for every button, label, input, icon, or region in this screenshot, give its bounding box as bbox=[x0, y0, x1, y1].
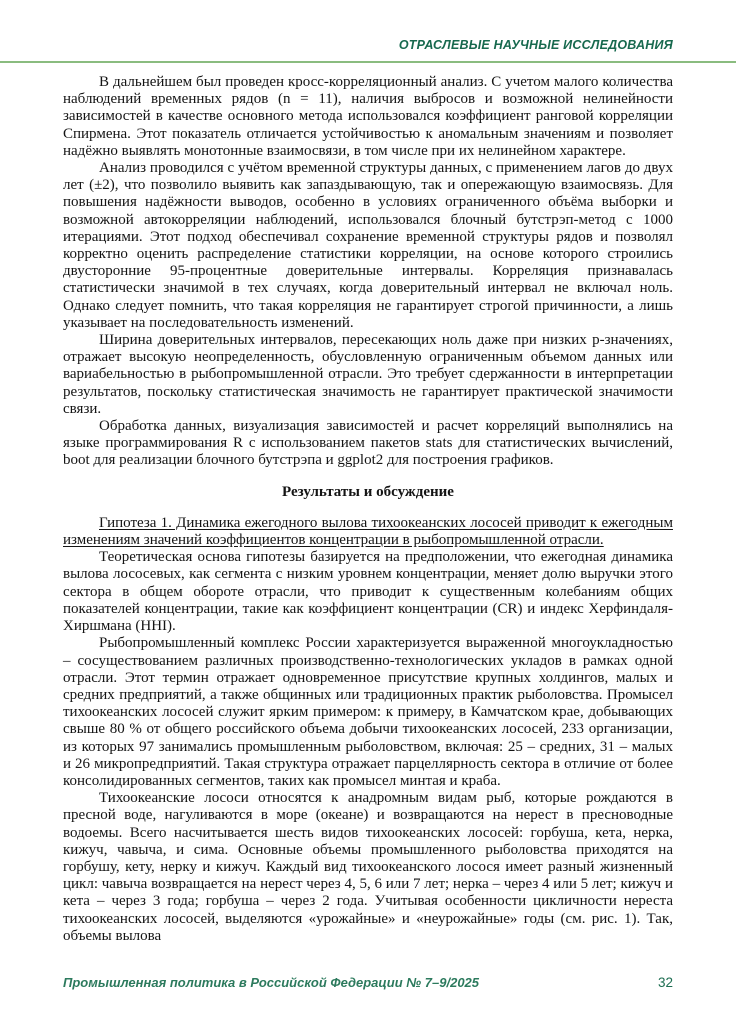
paragraph-methods-3: Ширина доверительных интервалов, пересекающих ноль даже при низких p-значениях, отражает высокую неопределенность, обусловленную ограниченным объемом данных или вариабельностью в рыбопромышленной отрасли. Это требует сдержанности в интерпретации результатов, поскольку статистическая значимость не гарантирует практической значимости связи. bbox=[63, 332, 673, 417]
page-footer bbox=[63, 975, 673, 990]
journal-title: Промышленная политика в Российской Федерации № 7–9/2025 bbox=[63, 975, 480, 990]
paragraph-results-3: Тихоокеанские лососи относятся к анадромным видам рыб, которые рождаются в пресной воде, нагуливаются в море (океане) и возвращаются на нерест в пресноводные водоемы. Всего насчитывается шесть видов тихоокеанских лососей: горбуша, кета, нерка, кижуч, чавыча, и сима. Основные объемы промышленного рыболовства приходятся на горбушу, кету, нерку и кижуч. Каждый вид тихоокеанского лосося имеет разный жизненный цикл: чавыча возвращается на нерест через 4, 5, 6 или 7 лет; нерка – через 4 или 5 лет; кижуч и кета – через 3 года; горбуша – через 2 года. Учитывая особенности цикличности нереста тихоокеанских лососей, выделяются «урожайные» и «неурожайные» годы (см. рис. 1). Так, объемы вылова bbox=[63, 790, 673, 944]
paragraph-results-2: Рыбопромышленный комплекс России характеризуется выраженной многоукладностью – сосуществованием различных производственно-технологических укладов в рамках одной отрасли. Этот термин отражает одновременное присутствие крупных холдингов, малых и средних предприятий, а также общинных или традиционных практик рыболовства. Промысел тихоокеанских лососей служит ярким примером: к примеру, в Камчатском крае, добывающих свыше 80 % от общего российского объема добычи тихоокеанских лососей, 233 организации, из которых 97 занимались промышленным рыболовством, включая: 25 – средних, 31 – малых и 26 микропредприятий. Такая структура отражает парцеллярность сектора в отличие от более консолидированных сегментов, таких как промысел минтая и краба. bbox=[63, 635, 673, 789]
page-number: 32 bbox=[657, 975, 673, 990]
header-rule bbox=[0, 61, 736, 63]
article-body bbox=[63, 74, 673, 945]
section-header-label: ОТРАСЛЕВЫЕ НАУЧНЫЕ ИССЛЕДОВАНИЯ bbox=[398, 38, 673, 52]
results-section-heading: Результаты и обсуждение bbox=[282, 483, 454, 500]
paragraph-methods-2: Анализ проводился с учётом временной структуры данных, с применением лагов до двух лет (±2), что позволило выявить как запаздывающую, так и опережающую взаимосвязь. Для повышения надёжности выводов, особенно в условиях ограниченного объёма выборки и возможной автокорреляции наблюдений, использовался блочный бутстрэп-метод с 1000 итерациями. Этот подход обеспечивал сохранение временной структуры рядов и позволял корректно оценить распределение статистики корреляции, на основе которого строились двусторонние 95-процентные доверительные интервалы. Корреляция признавалась статистически значимой в тех случаях, когда доверительный интервал не включал ноль. Однако следует помнить, что такая корреляция не гарантирует строгой причинности, а лишь указывает на последовательность изменений. bbox=[63, 160, 673, 331]
paragraph-methods-4: Обработка данных, визуализация зависимостей и расчет корреляций выполнялись на языке программирования R с использованием пакетов stats для статистических вычислений, boot для реализации блочного бутстрэпа и ggplot2 для построения графиков. bbox=[63, 418, 673, 469]
paragraph-methods-1: В дальнейшем был проведен кросс-корреляционный анализ. С учетом малого количества наблюдений временных рядов (n = 11), наличия выбросов и возможной нелинейности зависимостей в качестве основного метода использовался коэффициент ранговой корреляции Спирмена. Этот показатель отличается устойчивостью к аномальным значениям и позволяет надёжно выявлять монотонные взаимосвязи, в том числе при их нелинейном характере. bbox=[63, 74, 673, 159]
page-header bbox=[63, 36, 673, 54]
hypothesis-statement: Гипотеза 1. Динамика ежегодного вылова тихоокеанских лососей приводит к ежегодным изменениям значений коэффициентов концентрации в рыбопромышленной отрасли. bbox=[63, 514, 673, 549]
paragraph-results-1: Теоретическая основа гипотезы базируется на предположении, что ежегодная динамика вылова лососевых, как сегмента с низким уровнем концентрации, меняет долю выручки этого сектора в общем обороте отрасли, что приводит к существенным колебаниям общих показателей концентрации, такие как коэффициент концентрации (CR) и индекс Херфиндаля-Хиршмана (HHI). bbox=[63, 549, 673, 635]
